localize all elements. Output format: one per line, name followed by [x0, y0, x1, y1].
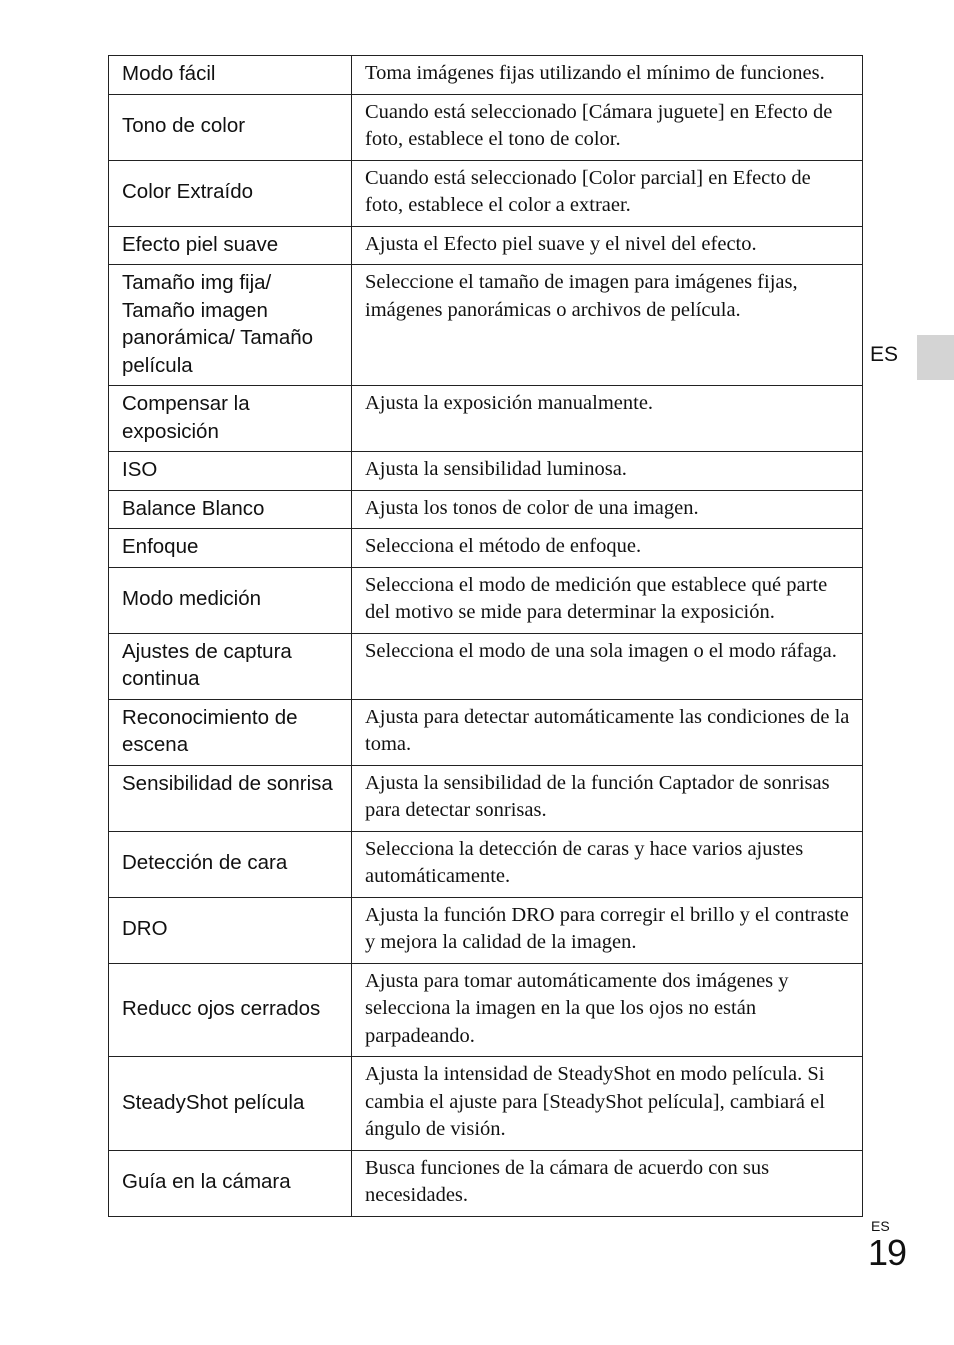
setting-description: Ajusta para detectar automáticamente las condiciones de la toma.: [352, 699, 863, 765]
setting-description: Ajusta la función DRO para corregir el brillo y el contraste y mejora la calidad de la imagen.: [352, 897, 863, 963]
setting-description: Ajusta la sensibilidad luminosa.: [352, 452, 863, 491]
table-row: [109, 831, 863, 897]
setting-name: DRO: [109, 897, 352, 963]
table-row: [109, 452, 863, 491]
table-row: [109, 94, 863, 160]
setting-description: Selecciona el método de enfoque.: [352, 529, 863, 568]
table-row: [109, 386, 863, 452]
setting-name: Color Extraído: [109, 160, 352, 226]
language-label: ES: [870, 343, 899, 366]
setting-name: Detección de cara: [109, 831, 352, 897]
page-number: 19: [868, 1232, 907, 1273]
table-row: [109, 1150, 863, 1216]
setting-name: Reducc ojos cerrados: [109, 963, 352, 1057]
setting-name: Tamaño img fija/ Tamaño imagen panorámica/ Tamaño película: [109, 265, 352, 386]
setting-name: ISO: [109, 452, 352, 491]
setting-name: SteadyShot película: [109, 1057, 352, 1151]
language-side-tab: [917, 335, 954, 380]
setting-description: Selecciona el modo de una sola imagen o el modo ráfaga.: [352, 633, 863, 699]
setting-description: Ajusta para tomar automáticamente dos imágenes y selecciona la imagen en la que los ojos no están parpadeando.: [352, 963, 863, 1057]
setting-description: Cuando está seleccionado [Color parcial] en Efecto de foto, establece el color a extraer.: [352, 160, 863, 226]
table-row: [109, 963, 863, 1057]
setting-description: Seleccione el tamaño de imagen para imágenes fijas, imágenes panorámicas o archivos de película.: [352, 265, 863, 386]
table-row: [109, 490, 863, 529]
table-row: [109, 699, 863, 765]
setting-name: Balance Blanco: [109, 490, 352, 529]
setting-name: Efecto piel suave: [109, 226, 352, 265]
settings-table: [108, 55, 863, 1217]
setting-description: Cuando está seleccionado [Cámara juguete] en Efecto de foto, establece el tono de color.: [352, 94, 863, 160]
table-row: [109, 897, 863, 963]
setting-name: Enfoque: [109, 529, 352, 568]
setting-description: Ajusta la exposición manualmente.: [352, 386, 863, 452]
table-row: [109, 633, 863, 699]
setting-description: Ajusta la sensibilidad de la función Captador de sonrisas para detectar sonrisas.: [352, 765, 863, 831]
setting-description: Ajusta el Efecto piel suave y el nivel del efecto.: [352, 226, 863, 265]
setting-name: Reconocimiento de escena: [109, 699, 352, 765]
table-row: [109, 567, 863, 633]
setting-name: Compensar la exposición: [109, 386, 352, 452]
table-row: [109, 1057, 863, 1151]
table-row: [109, 765, 863, 831]
setting-description: Selecciona el modo de medición que establece qué parte del motivo se mide para determinar la exposición.: [352, 567, 863, 633]
table-row: [109, 226, 863, 265]
setting-description: Ajusta los tonos de color de una imagen.: [352, 490, 863, 529]
setting-name: Sensibilidad de sonrisa: [109, 765, 352, 831]
setting-description: Selecciona la detección de caras y hace varios ajustes automáticamente.: [352, 831, 863, 897]
setting-description: Toma imágenes fijas utilizando el mínimo de funciones.: [352, 56, 863, 95]
setting-name: Ajustes de captura continua: [109, 633, 352, 699]
page-language: ES: [871, 1218, 890, 1234]
setting-description: Ajusta la intensidad de SteadyShot en modo película. Si cambia el ajuste para [SteadyShot película], cambiará el ángulo de visión.: [352, 1057, 863, 1151]
table-row: [109, 160, 863, 226]
table-row: [109, 56, 863, 95]
setting-name: Tono de color: [109, 94, 352, 160]
table-row: [109, 529, 863, 568]
table-row: [109, 265, 863, 386]
setting-name: Modo fácil: [109, 56, 352, 95]
setting-name: Guía en la cámara: [109, 1150, 352, 1216]
setting-name: Modo medición: [109, 567, 352, 633]
setting-description: Busca funciones de la cámara de acuerdo con sus necesidades.: [352, 1150, 863, 1216]
